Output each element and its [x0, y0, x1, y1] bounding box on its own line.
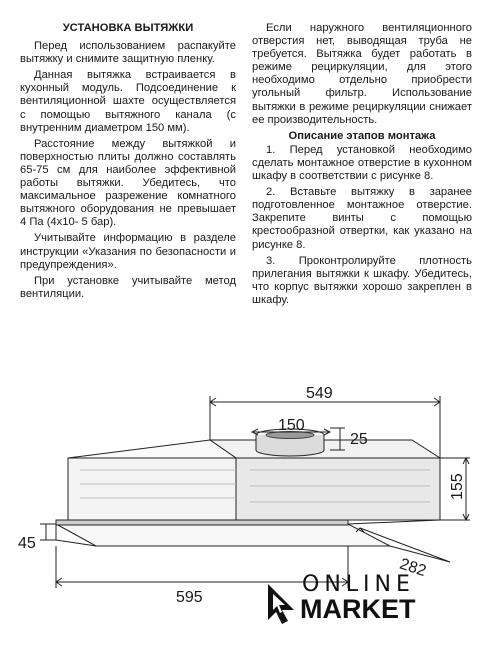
front-panel: [56, 524, 390, 546]
right-text-column: [252, 22, 472, 310]
left-text-column: [20, 22, 236, 304]
subsection-heading: Описание этапов монтажа: [288, 129, 436, 142]
logo-text-online: ONLINE: [302, 572, 415, 597]
paragraph: Данная вытяжка встраивается в кухонный модуль. Подсоединение к вентиляционной шахте осуществляется с помощью вытяжного канала (с внутренним диаметром 150 мм).: [20, 69, 236, 134]
hood-top-surface: [210, 440, 440, 458]
step-item: 3. Проконтролируйте плотность прилегания вытяжки к шкафу. Убедитесь, что корпус вытяжки хорошо закреплен в шкафу.: [252, 254, 472, 306]
online-market-logo: [266, 570, 456, 626]
section-heading: УСТАНОВКА ВЫТЯЖКИ: [62, 22, 194, 34]
dim-label-body-height: 155: [449, 473, 466, 500]
dim-label-top-width: 549: [306, 385, 333, 402]
paragraph: Учитывайте информацию в разделе инструкции «Указания по безопасности и предупреждения».: [20, 232, 236, 271]
dim-label-depth: 282: [397, 555, 429, 581]
paragraph: Если наружного вентиляционного отверстия нет, выводящая труба не требуется. Вытяжка будет работать в режиме рециркуляции, для этого необходимо отдельно приобрести угольный фильтр. Использование вытяжки в режиме рециркуляции снижает ее производительность.: [252, 22, 472, 126]
dim-label-front-width: 595: [176, 589, 203, 606]
dim-label-duct-diameter: 150: [278, 417, 305, 434]
hood-body: [236, 458, 440, 520]
dim-label-duct-height: 25: [350, 431, 368, 448]
paragraph: При установке учитывайте метод вентиляции.: [20, 274, 236, 300]
step-item: 2. Вставьте вытяжку в заранее подготовленное монтажное отверстие. Закрепите винты с помощью крестообразной отвертки, как указано на рисунке 8.: [252, 186, 472, 251]
paragraph: Перед использованием распакуйте вытяжку и снимите защитную пленку.: [20, 40, 236, 66]
dim-label-panel-height: 45: [18, 535, 36, 552]
step-item: 1. Перед установкой необходимо сделать монтажное отверстие в кухонном шкафу в соответствии с рисунке 8.: [252, 143, 472, 183]
cursor-arrow-icon: [266, 580, 300, 624]
logo-text-market: MARKET: [300, 594, 416, 624]
paragraph: Расстояние между вытяжкой и поверхностью плиты должно составлять 65-75 см для наиболее эффективной работы вытяжки. Убедитесь, что максимальное разрежение комнатного вытяжного оборудования не превышает 4 Па (4х10- 5 бар).: [20, 137, 236, 229]
